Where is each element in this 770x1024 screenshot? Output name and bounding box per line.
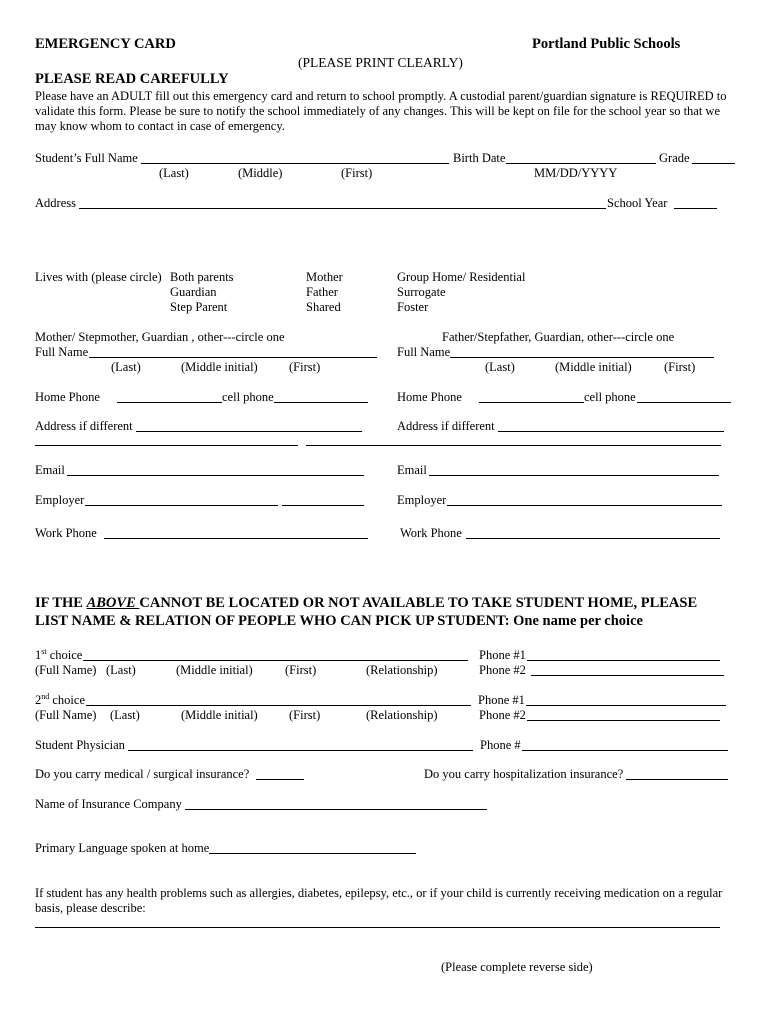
lives-option[interactable]: Step Parent <box>170 300 228 314</box>
choice-2-sub-middle: (Middle initial) <box>181 708 258 722</box>
date-format-hint: MM/DD/YYYY <box>534 166 618 180</box>
choice-1-num: 1 <box>35 648 42 662</box>
choice-2-phone1-label: Phone #1 <box>478 693 525 707</box>
medical-insurance-line[interactable] <box>256 779 304 780</box>
lives-option[interactable]: Guardian <box>170 285 217 299</box>
organization-name: Portland Public Schools <box>532 36 681 52</box>
print-clearly-note: (PLEASE PRINT CLEARLY) <box>298 55 463 70</box>
father-home-phone-label: Home Phone <box>397 390 462 404</box>
mother-address-line[interactable] <box>136 431 362 432</box>
father-sub-last: (Last) <box>485 360 515 374</box>
mother-full-name-line[interactable] <box>89 357 377 358</box>
student-sub-first: (First) <box>341 166 373 180</box>
birth-date-line[interactable] <box>506 163 656 164</box>
mother-heading: Mother/ Stepmother, Guardian , other---circle one <box>35 330 285 344</box>
mother-address-line-2[interactable] <box>35 445 298 446</box>
lives-option[interactable]: Both parents <box>170 270 234 284</box>
physician-phone-line[interactable] <box>522 750 728 751</box>
choice-2-sub-full: (Full Name) <box>35 708 97 722</box>
hospitalization-insurance-line[interactable] <box>626 779 728 780</box>
lives-option[interactable]: Father <box>306 285 338 299</box>
student-name-line[interactable] <box>141 163 449 164</box>
mother-full-name-label: Full Name <box>35 345 89 359</box>
physician-phone-label: Phone # <box>480 738 521 752</box>
grade-line[interactable] <box>692 163 735 164</box>
read-carefully-heading: PLEASE READ CAREFULLY <box>35 71 229 87</box>
father-sub-first: (First) <box>664 360 696 374</box>
medical-insurance-label: Do you carry medical / surgical insurance? <box>35 767 250 781</box>
choice-2-text: choice <box>49 693 85 707</box>
mother-home-phone-label: Home Phone <box>35 390 100 404</box>
choice-2-line[interactable] <box>86 705 471 706</box>
student-sub-middle: (Middle) <box>238 166 283 180</box>
choice-1-phone2-label: Phone #2 <box>479 663 526 677</box>
choice-2-sub-relationship: (Relationship) <box>366 708 438 722</box>
father-employer-label: Employer <box>397 493 447 507</box>
choice-2-phone2-line[interactable] <box>527 720 720 721</box>
mother-work-phone-line[interactable] <box>104 538 368 539</box>
physician-label: Student Physician <box>35 738 125 752</box>
insurance-company-label: Name of Insurance Company <box>35 797 182 811</box>
father-email-line[interactable] <box>429 475 719 476</box>
student-name-label: Student’s Full Name <box>35 151 138 165</box>
mother-email-label: Email <box>35 463 65 477</box>
hospitalization-insurance-label: Do you carry hospitalization insurance? <box>424 767 624 781</box>
father-address-line-2[interactable] <box>306 445 721 446</box>
choice-1-text: choice <box>46 648 83 662</box>
father-work-phone-label: Work Phone <box>400 526 462 540</box>
pickup-heading-line-1 <box>35 596 697 611</box>
school-year-line[interactable] <box>674 208 717 209</box>
insurance-company-line[interactable] <box>185 809 487 810</box>
health-problems-label: If student has any health problems such as allergies, diabetes, epilepsy, etc., or if your child is currently receiving medication on a regular basis, please describe: <box>35 886 723 915</box>
address-label: Address <box>35 196 76 210</box>
choice-1-phone1-label: Phone #1 <box>479 648 526 662</box>
lives-option[interactable]: Foster <box>397 300 429 314</box>
father-employer-line[interactable] <box>447 505 722 506</box>
father-cell-label: cell phone <box>584 390 636 404</box>
birth-date-label: Birth Date <box>453 151 506 165</box>
pickup-heading-post: CANNOT BE LOCATED OR NOT AVAILABLE TO TAKE STUDENT HOME, PLEASE <box>139 595 698 611</box>
mother-sub-middle: (Middle initial) <box>181 360 258 374</box>
lives-with-label: Lives with (please circle) <box>35 270 162 284</box>
choice-2-num: 2 <box>35 693 42 707</box>
lives-option[interactable]: Group Home/ Residential <box>397 270 526 284</box>
grade-label: Grade <box>659 151 690 165</box>
choice-1-sub-full: (Full Name) <box>35 663 97 677</box>
primary-language-line[interactable] <box>209 853 416 854</box>
choice-1-phone2-line[interactable] <box>531 675 724 676</box>
father-sub-middle: (Middle initial) <box>555 360 632 374</box>
father-work-phone-line[interactable] <box>466 538 720 539</box>
mother-cell-label: cell phone <box>222 390 274 404</box>
choice-1-line[interactable] <box>83 660 468 661</box>
choice-1-sup: st <box>41 646 47 656</box>
pickup-heading-pre: IF THE <box>35 595 87 611</box>
choice-2-phone1-line[interactable] <box>526 705 726 706</box>
choice-1-sub-middle: (Middle initial) <box>176 663 253 677</box>
student-sub-last: (Last) <box>159 166 189 180</box>
choice-1-sub-relationship: (Relationship) <box>366 663 438 677</box>
instructions-paragraph: Please have an ADULT fill out this emergency card and return to school promptly. A custodial parent/guardian signature is REQUIRED to validate this form. Please be sure to notify the school immediately of any changes. This will be kept on file for the school year so that we may know whom to contact in case of emergency. <box>35 89 727 133</box>
father-address-line[interactable] <box>498 431 724 432</box>
father-cell-line[interactable] <box>637 402 731 403</box>
choice-1-sub-first: (First) <box>285 663 317 677</box>
mother-email-line[interactable] <box>67 475 364 476</box>
mother-cell-line[interactable] <box>274 402 368 403</box>
mother-sub-first: (First) <box>289 360 321 374</box>
health-problems-line[interactable] <box>35 927 720 928</box>
choice-1-label <box>35 648 82 663</box>
form-title: EMERGENCY CARD <box>35 36 176 52</box>
father-heading: Father/Stepfather, Guardian, other---circle one <box>442 330 675 344</box>
physician-line[interactable] <box>128 750 473 751</box>
choice-2-sub-last: (Last) <box>110 708 140 722</box>
choice-2-phone2-label: Phone #2 <box>479 708 526 722</box>
mother-sub-last: (Last) <box>111 360 141 374</box>
lives-option[interactable]: Mother <box>306 270 343 284</box>
choice-2-label <box>35 693 85 708</box>
pickup-heading-emphasis: ABOVE <box>86 595 140 611</box>
reverse-side-note: (Please complete reverse side) <box>441 960 593 974</box>
lives-option[interactable]: Shared <box>306 300 341 314</box>
lives-option[interactable]: Surrogate <box>397 285 446 299</box>
school-year-label: School Year <box>607 196 668 210</box>
mother-employer-line-2[interactable] <box>282 505 364 506</box>
choice-1-phone1-line[interactable] <box>527 660 720 661</box>
mother-employer-line[interactable] <box>85 505 278 506</box>
choice-2-sub-first: (First) <box>289 708 321 722</box>
choice-1-sub-last: (Last) <box>106 663 136 677</box>
choice-2-sup: nd <box>41 691 50 701</box>
mother-work-phone-label: Work Phone <box>35 526 97 540</box>
primary-language-label: Primary Language spoken at home <box>35 841 210 855</box>
pickup-heading-line-2: LIST NAME & RELATION OF PEOPLE WHO CAN PICK UP STUDENT: One name per choice <box>35 613 643 629</box>
mother-home-phone-line[interactable] <box>117 402 222 403</box>
mother-address-label: Address if different <box>35 419 133 433</box>
father-full-name-line[interactable] <box>450 357 714 358</box>
father-full-name-label: Full Name <box>397 345 451 359</box>
mother-employer-label: Employer <box>35 493 85 507</box>
father-email-label: Email <box>397 463 427 477</box>
father-home-phone-line[interactable] <box>479 402 584 403</box>
address-line[interactable] <box>79 208 606 209</box>
father-address-label: Address if different <box>397 419 495 433</box>
